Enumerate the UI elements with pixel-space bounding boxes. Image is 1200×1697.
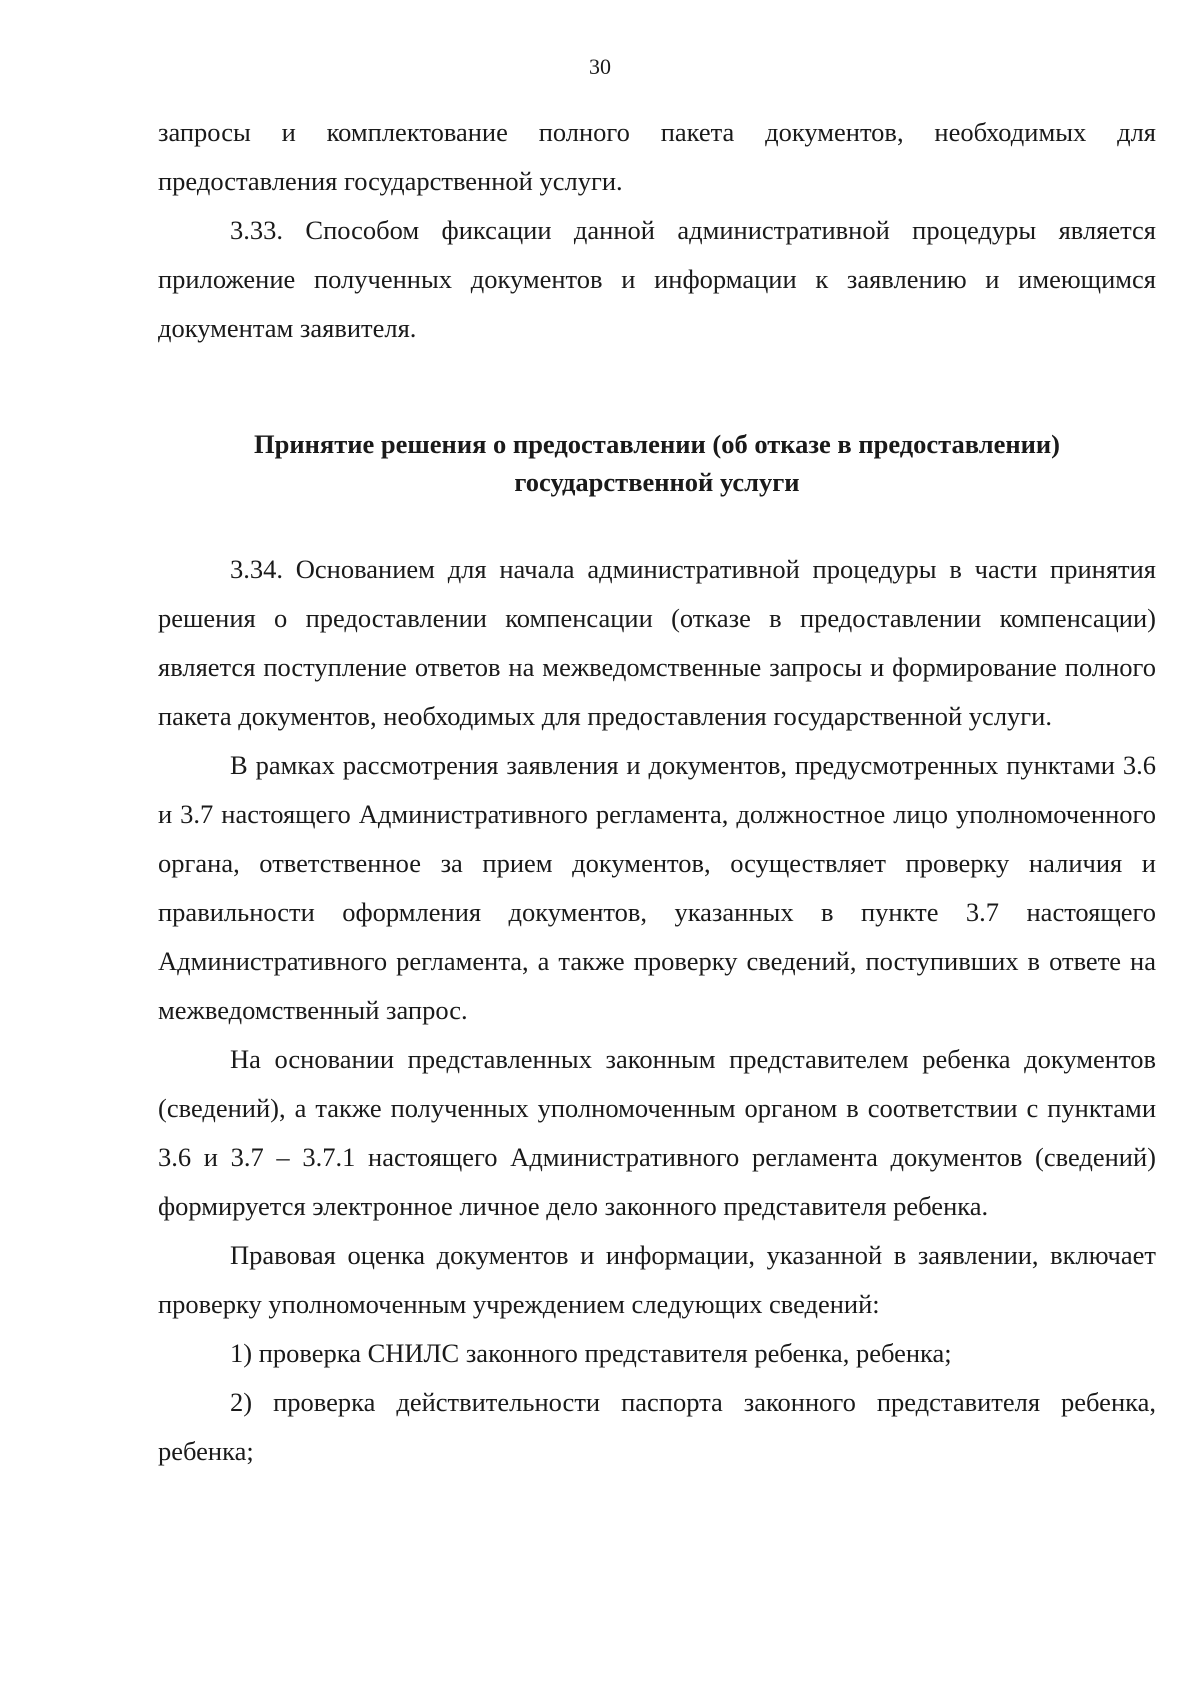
paragraph-3-33: 3.33. Способом фиксации данной административной процедуры является приложение полученных документов и информации к заявлению и имеющимся документам заявителя. (158, 215, 1156, 343)
paragraph-legal-assessment: Правовая оценка документов и информации, указанной в заявлении, включает проверку уполномоченным учреждением следующих сведений: (158, 1240, 1156, 1319)
section-heading-line1: Принятие решения о предоставлении (об отказе в предоставлении) (254, 429, 1060, 459)
section-heading-line2: государственной услуги (514, 467, 800, 497)
list-item-1: 1) проверка СНИЛС законного представителя ребенка, ребенка; (230, 1338, 952, 1368)
document-body (158, 108, 1156, 1476)
list-item-2: 2) проверка действительности паспорта законного представителя ребенка, ребенка; (158, 1387, 1156, 1466)
paragraph-personal-file: На основании представленных законным представителем ребенка документов (сведений), а также полученных уполномоченным органом в соответствии с пунктами 3.6 и 3.7 – 3.7.1 настоящего Административного регламента документов (сведений) формируется электронное личное дело законного представителя ребенка. (158, 1044, 1156, 1221)
paragraph-continuation: запросы и комплектование полного пакета документов, необходимых для предоставления государственной услуги. (158, 117, 1156, 196)
section-heading (158, 425, 1156, 501)
page-number: 30 (589, 54, 611, 79)
paragraph-review: В рамках рассмотрения заявления и документов, предусмотренных пунктами 3.6 и 3.7 настоящего Административного регламента, должностное лицо уполномоченного органа, ответственное за прием документов, осуществляет проверку наличия и правильности оформления документов, указанных в пункте 3.7 настоящего Административного регламента, а также проверку сведений, поступивших в ответе на межведомственный запрос. (158, 750, 1156, 1025)
paragraph-3-34: 3.34. Основанием для начала административной процедуры в части принятия решения о предоставлении компенсации (отказе в предоставлении компенсации) является поступление ответов на межведомственные запросы и формирование полного пакета документов, необходимых для предоставления государственной услуги. (158, 554, 1156, 731)
